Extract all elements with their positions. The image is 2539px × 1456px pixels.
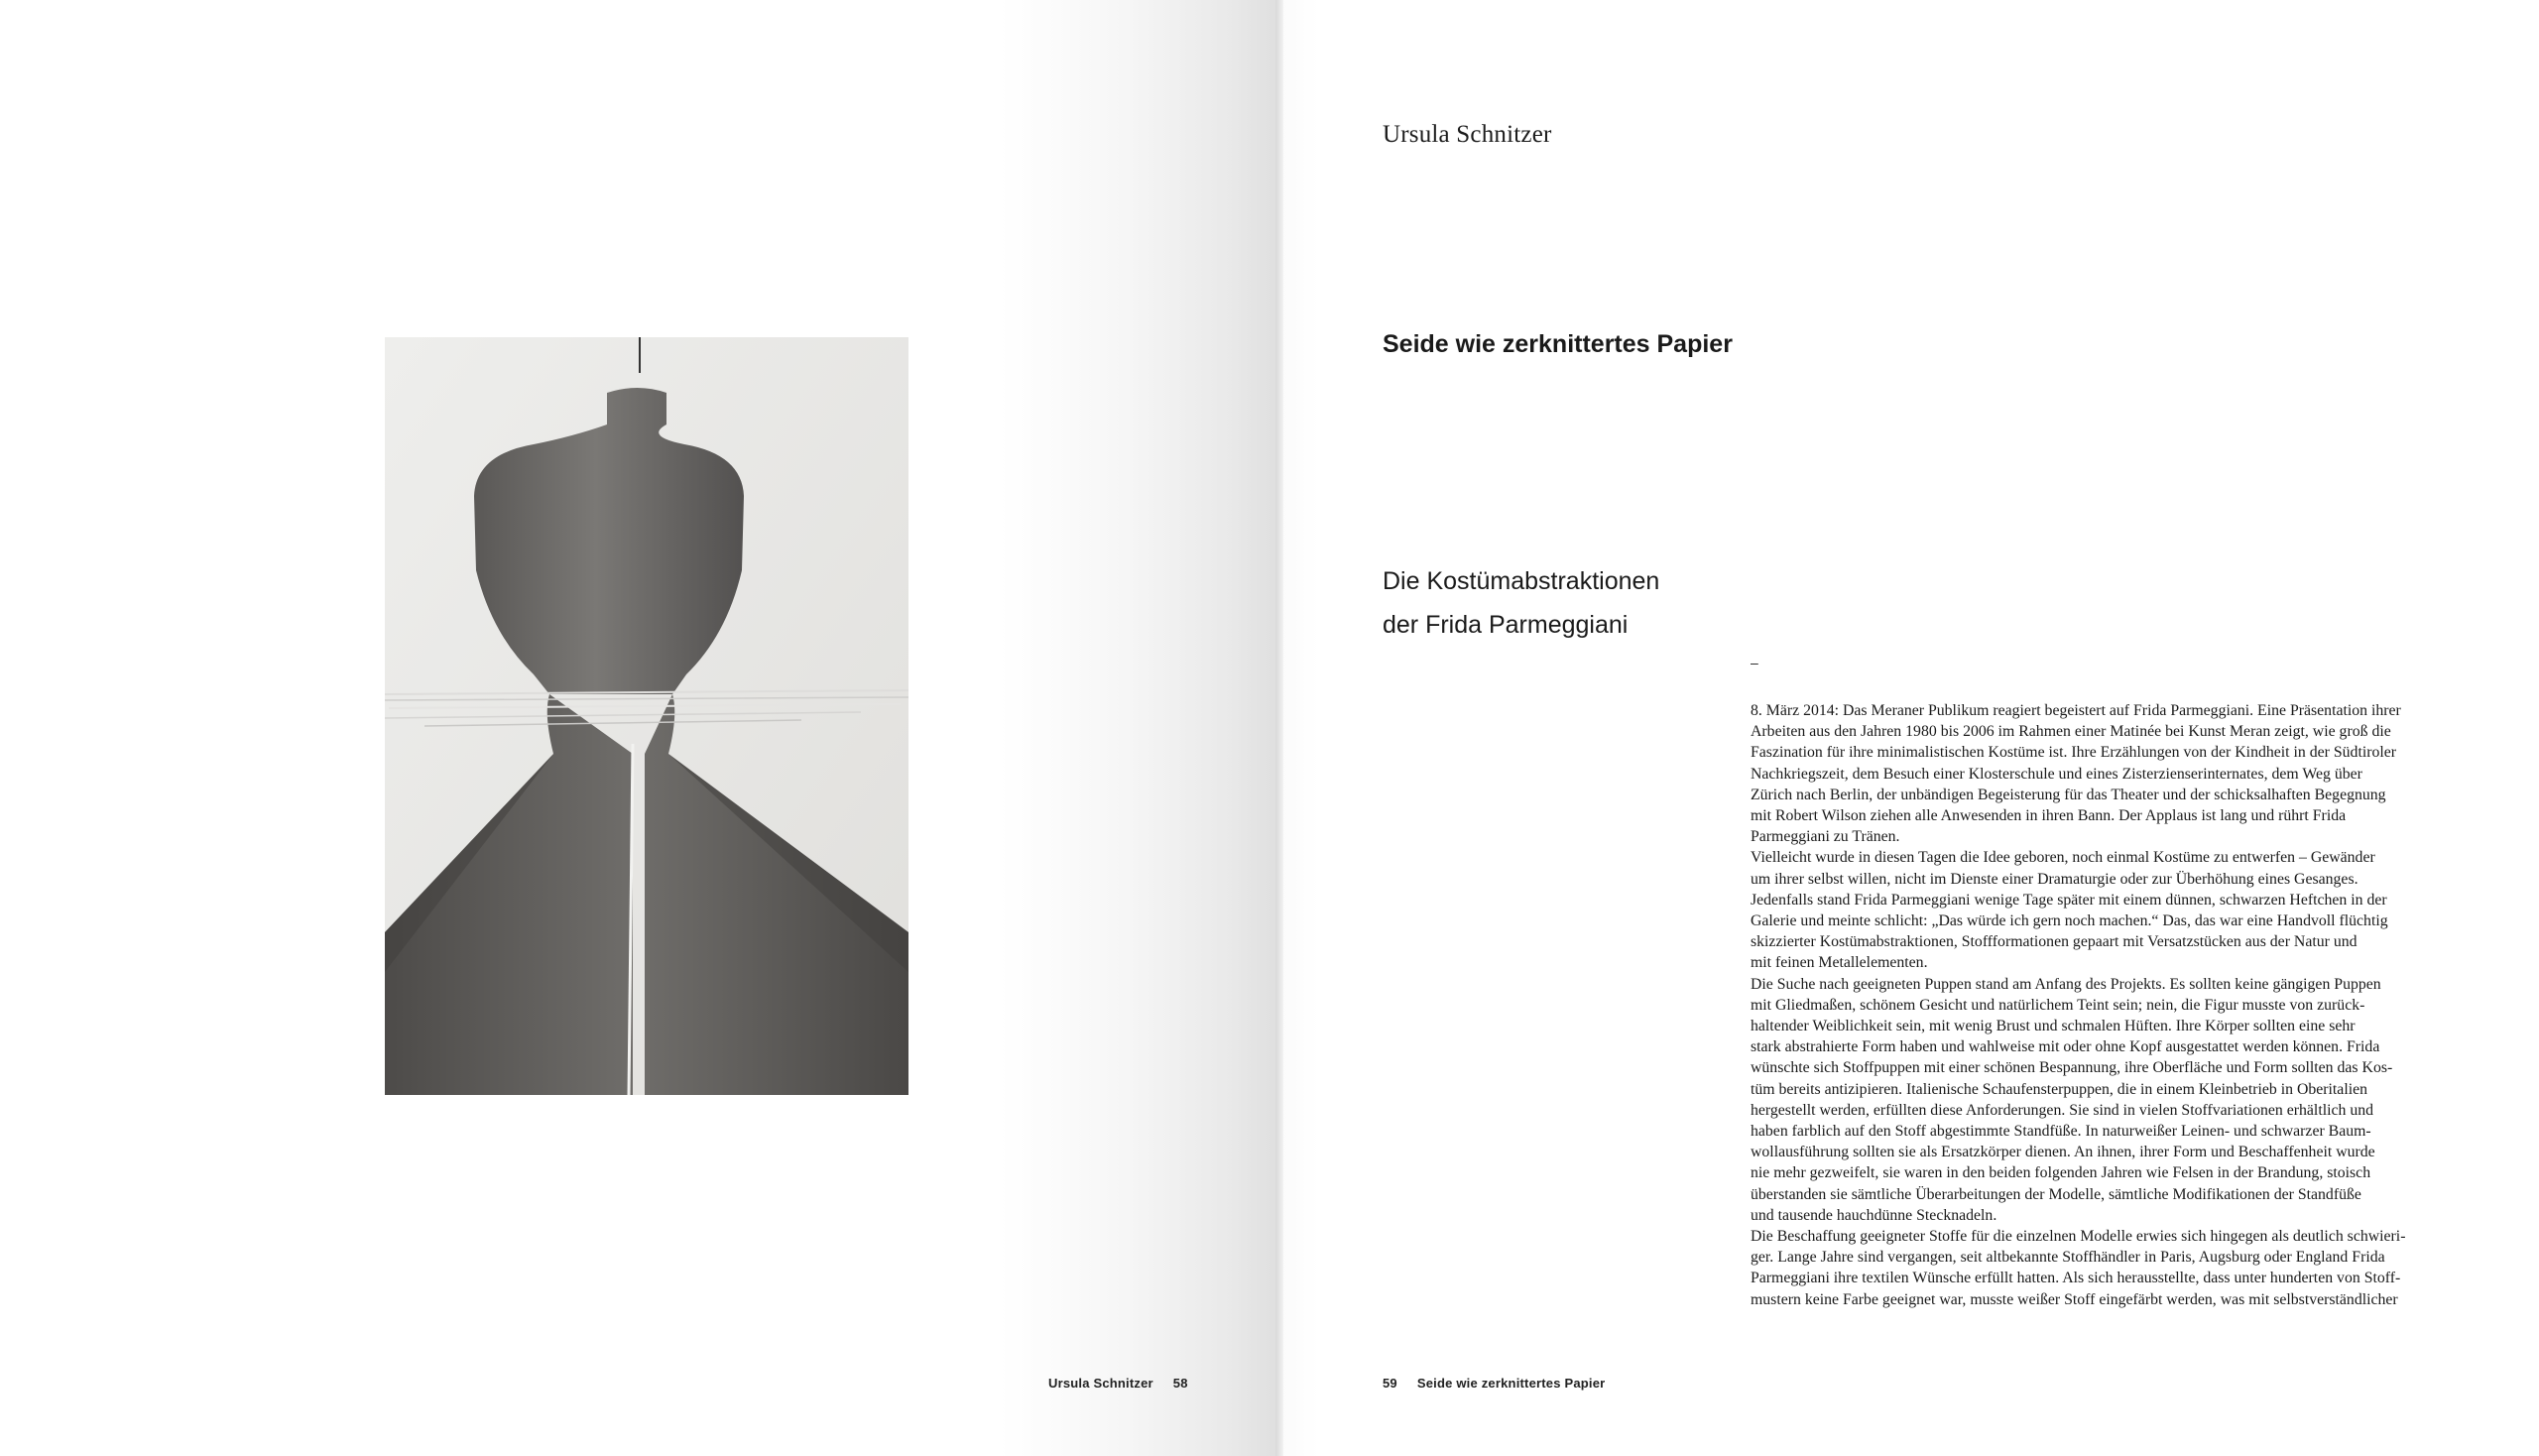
body-line: Jedenfalls stand Frida Parmeggiani wenige Tage später mit einem dünnen, schwarzen Heftchen in der: [1751, 891, 2387, 909]
body-line: hergestellt werden, erfüllten diese Anforderungen. Sie sind in vielen Stoffvariationen erhältlich und: [1751, 1101, 2374, 1119]
body-line: stark abstrahierte Form haben und wahlweise mit oder ohne Kopf ausgestattet werden können. Frida: [1751, 1038, 2380, 1056]
body-line: Parmeggiani zu Tränen.: [1751, 828, 1900, 846]
body-line: haltender Weiblichkeit sein, mit wenig Brust und schmalen Hüften. Ihre Körper sollten eine sehr: [1751, 1018, 2356, 1035]
body-line: 8. März 2014: Das Meraner Publikum reagiert begeistert auf Frida Parmeggiani. Eine Präsentation ihrer: [1751, 702, 2401, 719]
author-name: Ursula Schnitzer: [1383, 121, 1552, 148]
left-folio: [1048, 1376, 1188, 1391]
body-line: wollausführung sollten sie als Ersatzkörper dienen. An ihnen, ihrer Form und Beschaffenheit wurde: [1751, 1144, 2375, 1161]
left-folio-number: 58: [1172, 1376, 1188, 1391]
dress-form-photo: [385, 337, 908, 1095]
body-line: Vielleicht wurde in diesen Tagen die Idee geboren, noch einmal Kostüme zu entwerfen – Gewänder: [1751, 849, 2375, 867]
subtitle-line: der Frida Parmeggiani: [1383, 611, 1629, 639]
body-line: mit Gliedmaßen, schönem Gesicht und natürlichem Teint sein; nein, die Figur musste von zurück-: [1751, 996, 2365, 1014]
right-folio: [1383, 1376, 1605, 1391]
body-line: nie mehr gezweifelt, sie waren in den beiden folgenden Jahren wie Felsen in der Brandung, stoisch: [1751, 1164, 2371, 1182]
body-text: [1751, 700, 2470, 1310]
section-dash: –: [1751, 655, 1758, 670]
right-folio-number: 59: [1383, 1376, 1397, 1391]
body-line: Parmeggiani ihre textilen Wünsche erfüllt hatten. Als sich herausstellte, dass unter hunderten von Stoff-: [1751, 1270, 2401, 1287]
body-line: Zürich nach Berlin, der unbändigen Begeisterung für das Theater und der schicksalhaften Begegnung: [1751, 786, 2386, 803]
body-line: mustern keine Farbe geeignet war, musste weißer Stoff eingefärbt werden, was mit selbstverständlicher: [1751, 1290, 2398, 1308]
body-line: haben farblich auf den Stoff abgestimmte Standfüße. In naturweißer Leinen- und schwarzer Baum-: [1751, 1123, 2371, 1141]
body-line: wünschte sich Stoffpuppen mit einer schönen Bespannung, ihre Oberfläche und Form sollten das Kos-: [1751, 1059, 2393, 1077]
body-line: überstanden sie sämtliche Überarbeitungen der Modelle, sämtliche Modifikationen der Standfüße: [1751, 1185, 2361, 1203]
body-line: mit Robert Wilson ziehen alle Anwesenden in ihren Bann. Der Applaus ist lang und rührt Frida: [1751, 807, 2347, 825]
gutter: [1275, 0, 1283, 1456]
body-line: skizzierter Kostümabstraktionen, Stoffformationen gepaart mit Versatzstücken aus der Natur und: [1751, 933, 2358, 951]
body-line: Die Beschaffung geeigneter Stoffe für die einzelnen Modelle erwies sich hingegen als deutlich schwieri-: [1751, 1228, 2406, 1246]
chapter-subtitle: [1383, 559, 1878, 647]
body-line: Arbeiten aus den Jahren 1980 bis 2006 im Rahmen einer Matinée bei Kunst Meran zeigt, wie groß die: [1751, 723, 2391, 741]
body-line: Die Suche nach geeigneten Puppen stand am Anfang des Projekts. Es sollten keine gängigen Puppen: [1751, 975, 2381, 993]
body-line: um ihrer selbst willen, nicht im Dienste einer Dramaturgie oder zur Überhöhung eines Gesanges.: [1751, 870, 2358, 888]
subtitle-line: Die Kostümabstraktionen: [1383, 567, 1660, 595]
body-line: Nachkriegszeit, dem Besuch einer Klosterschule und eines Zisterzienserinternates, dem Weg über: [1751, 765, 2362, 783]
body-line: Galerie und meinte schlicht: „Das würde ich gern noch machen.“ Das, das war eine Handvoll flüchtig: [1751, 912, 2388, 930]
body-line: tüm bereits antizipieren. Italienische Schaufensterpuppen, die in einem Kleinbetrieb in Oberitalien: [1751, 1080, 2368, 1098]
body-line: ger. Lange Jahre sind vergangen, seit altbekannte Stoffhändler in Paris, Augsburg oder England Frida: [1751, 1249, 2385, 1267]
chapter-title: Seide wie zerknittertes Papier: [1383, 330, 1733, 358]
right-folio-title: Seide wie zerknittertes Papier: [1416, 1376, 1606, 1391]
left-folio-author: Ursula Schnitzer: [1048, 1376, 1153, 1391]
body-line: mit feinen Metallelementen.: [1751, 954, 1928, 972]
body-line: und tausende hauchdünne Stecknadeln.: [1751, 1206, 1997, 1224]
body-line: Faszination für ihre minimalistischen Kostüme ist. Ihre Erzählungen von der Kindheit in der Südtiroler: [1751, 744, 2397, 762]
